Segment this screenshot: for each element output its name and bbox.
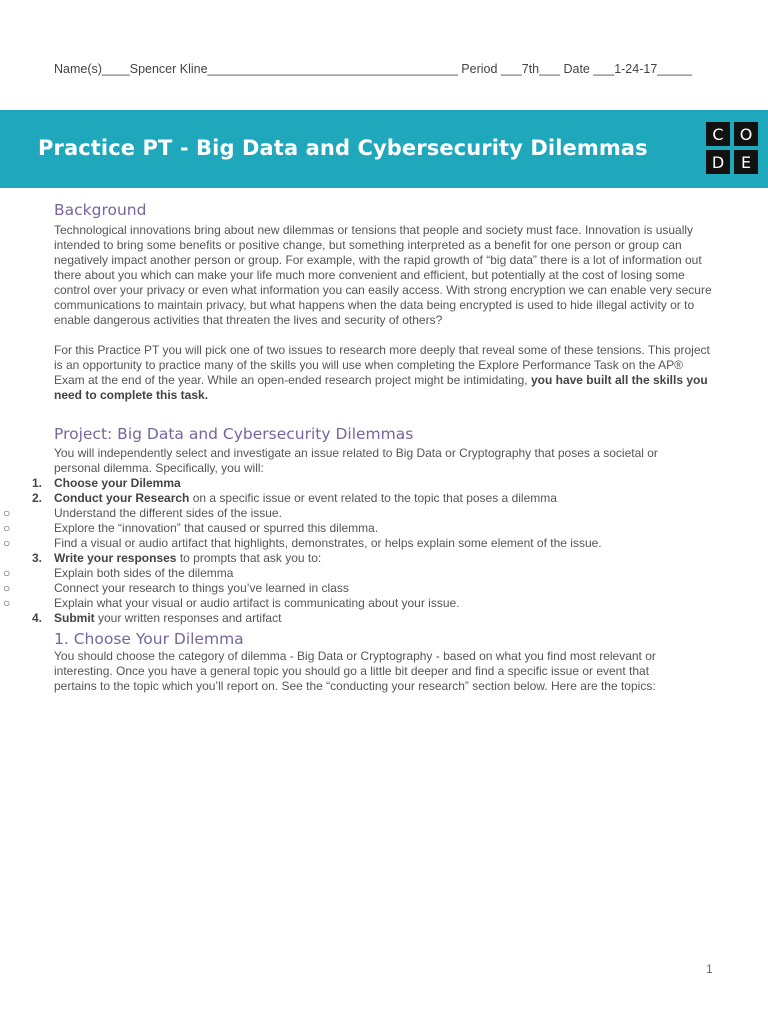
list-item xyxy=(0,521,720,536)
list-marker: 1. xyxy=(31,476,42,490)
list-marker: 4. xyxy=(31,611,42,625)
list-item-text: your written responses and artifact xyxy=(94,611,282,625)
list-item-bold: Conduct your Research xyxy=(54,491,190,505)
list-marker: ○ xyxy=(3,566,11,580)
list-marker: ○ xyxy=(3,581,11,595)
list-item xyxy=(0,551,720,566)
list-item-text: Explain both sides of the dilemma xyxy=(54,566,234,580)
list-marker: ○ xyxy=(3,536,11,550)
project-intro: You will independently select and investigate an issue related to Big Data or Cryptography that poses a societal or personal dilemma. Specifically, you will: xyxy=(54,446,658,475)
list-item-bold: Choose your Dilemma xyxy=(54,476,181,490)
logo-letter: E xyxy=(734,150,758,174)
list-marker: 2. xyxy=(31,491,42,505)
list-item xyxy=(0,476,720,491)
list-item-text: Connect your research to things you’ve learned in class xyxy=(54,581,349,595)
name-period-date-line: Name(s)____Spencer Kline____________________________________ Period ___7th___ Date ___1-24-17_____ xyxy=(54,62,693,76)
logo-letter: C xyxy=(706,122,730,146)
choose-section xyxy=(0,632,720,694)
list-item xyxy=(0,491,720,506)
list-item-text: Explain what your visual or audio artifact is communicating about your issue. xyxy=(54,596,460,610)
list-marker: ○ xyxy=(3,506,11,520)
choose-paragraph: You should choose the category of dilemma - Big Data or Cryptography - based on what you find most relevant or interesting. Once you have a general topic you should go a little bit deeper and find a specific issue or event that pertains to the topic which you’ll report on. See the “conducting your research” section below. Here are the topics: xyxy=(54,649,656,693)
background-heading: Background xyxy=(54,201,147,219)
list-marker: ○ xyxy=(3,596,11,610)
logo-letter: O xyxy=(734,122,758,146)
code-logo xyxy=(706,122,760,176)
list-item-bold: Submit xyxy=(54,611,95,625)
logo-letter: D xyxy=(706,150,730,174)
list-item-text: to prompts that ask you to: xyxy=(176,551,322,565)
project-steps-list xyxy=(0,476,720,694)
list-item-text: Explore the “innovation” that caused or spurred this dilemma. xyxy=(54,521,379,535)
list-item xyxy=(0,596,720,611)
list-item xyxy=(0,566,720,581)
list-item-text: on a specific issue or event related to the topic that poses a dilemma xyxy=(189,491,557,505)
background-paragraph-2-bold: you have built all the skills you need to complete this task. xyxy=(54,373,708,402)
page-title: Practice PT - Big Data and Cybersecurity Dilemmas xyxy=(38,136,648,160)
page-number: 1 xyxy=(706,962,713,976)
choose-heading: 1. Choose Your Dilemma xyxy=(54,630,244,648)
list-item xyxy=(0,506,720,521)
list-item-bold: Write your responses xyxy=(54,551,177,565)
background-paragraph-2-text: For this Practice PT you will pick one of two issues to research more deeply that reveal some of these tensions. This project is an opportunity to practice many of the skills you will use when completing the Explore Performance Task on the AP® Exam at the end of the year. While an open-ended research project might be intimidating, xyxy=(54,343,710,387)
title-banner xyxy=(0,110,768,188)
list-item-text: Understand the different sides of the issue. xyxy=(54,506,282,520)
list-item xyxy=(0,536,720,551)
list-marker: ○ xyxy=(3,521,11,535)
background-paragraph-2 xyxy=(54,343,714,403)
list-item-text: Find a visual or audio artifact that highlights, demonstrates, or helps explain some element of the issue. xyxy=(54,536,602,550)
project-heading: Project: Big Data and Cybersecurity Dilemmas xyxy=(54,425,414,443)
background-paragraph-1: Technological innovations bring about new dilemmas or tensions that people and society must face. Innovation is usually intended to bring some benefits or positive change, but something interpreted as a benefit for one person or group can negatively impact another person or group. For example, with the rapid growth of “big data” there is a lot of information out there about you which can make your life much more convenient and efficient, but potentially at the cost of losing some control over your privacy or even what information you can easily access. With strong encryption we can enable very secure communications to maintain privacy, but what happens when the data being encrypted is used to hide illegal activity or to enable dangerous activities that threaten the lives and security of others? xyxy=(54,223,712,327)
list-item xyxy=(0,611,720,626)
list-item xyxy=(0,581,720,596)
document-body xyxy=(54,201,714,476)
list-marker: 3. xyxy=(31,551,42,565)
